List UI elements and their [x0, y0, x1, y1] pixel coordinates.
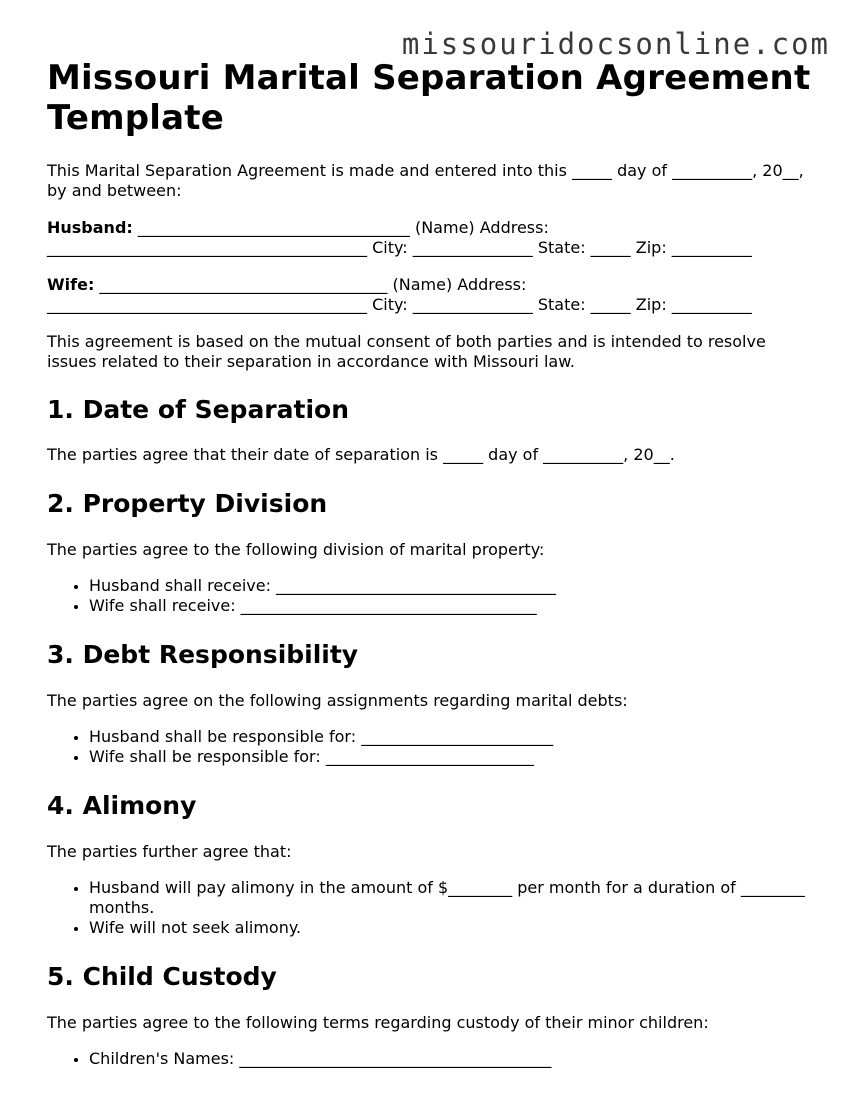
property-text: The parties agree to the following division of marital property:	[47, 540, 545, 559]
list-item: • Wife shall be responsible for: __________________________	[89, 747, 817, 767]
intro-paragraph: This Marital Separation Agreement is made and entered into this _____ day of __________, 20__, by and between:	[47, 161, 804, 200]
list-item: • Husband shall receive: ___________________________________	[89, 576, 817, 596]
list-item: • Children's Names: _______________________________________	[89, 1049, 817, 1069]
wife-fields: ____________________________________ (Name) Address: ________________________________________ City: _______________ State: _____ Zip: __________	[47, 275, 752, 314]
custody-text: The parties agree to the following terms regarding custody of their minor children:	[47, 1013, 709, 1032]
list-item: • Wife shall receive: _____________________________________	[89, 596, 817, 616]
section-heading-debt: 3. Debt Responsibility	[47, 640, 359, 669]
section-heading-property: 2. Property Division	[47, 489, 328, 518]
section-heading-separation: 1. Date of Separation	[47, 395, 350, 424]
consent-paragraph: This agreement is based on the mutual consent of both parties and is intended to resolve issues related to their separation in accordance with Missouri law.	[47, 332, 766, 371]
alimony-text: The parties further agree that:	[47, 842, 292, 861]
debt-text: The parties agree on the following assignments regarding marital debts:	[47, 691, 628, 710]
document-title: Missouri Marital Separation Agreement Template	[47, 58, 811, 138]
section-heading-custody: 5. Child Custody	[47, 962, 277, 991]
custody-list	[47, 1049, 817, 1069]
husband-label: Husband:	[47, 218, 133, 237]
property-list	[47, 576, 817, 616]
wife-block	[47, 275, 817, 315]
wife-label: Wife:	[47, 275, 95, 294]
list-item: • Husband will pay alimony in the amount of $________ per month for a duration of ________ months.	[89, 878, 817, 918]
alimony-list	[47, 878, 817, 938]
husband-block	[47, 218, 817, 258]
separation-text: The parties agree that their date of separation is _____ day of __________, 20__.	[47, 445, 675, 464]
document-page	[47, 58, 817, 1069]
section-heading-alimony: 4. Alimony	[47, 791, 197, 820]
husband-fields: __________________________________ (Name) Address: ________________________________________ City: _______________ State: _____ Zip: __________	[47, 218, 752, 257]
list-item: • Husband shall be responsible for: ________________________	[89, 727, 817, 747]
debt-list	[47, 727, 817, 767]
list-item: • Wife will not seek alimony.	[89, 918, 817, 938]
site-watermark: missouridocsonline.com	[401, 27, 830, 61]
